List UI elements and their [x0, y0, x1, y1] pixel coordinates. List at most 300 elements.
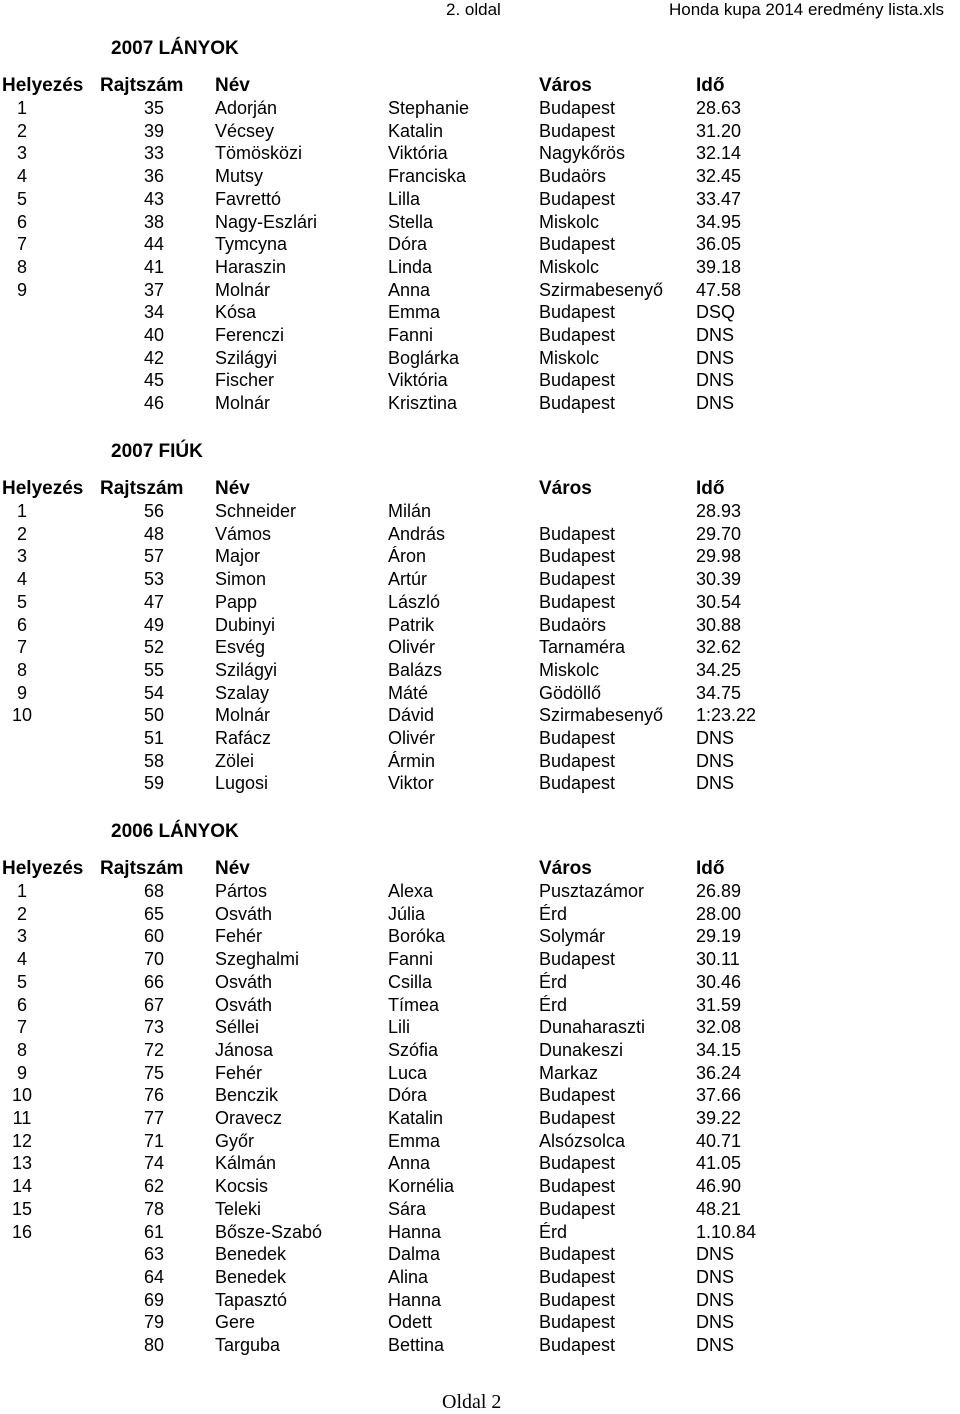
placement-cell: 2: [16, 120, 27, 141]
time-cell: DNS: [696, 750, 735, 771]
last-name-cell: Séllei: [215, 1017, 260, 1038]
bib-cell: 75: [143, 1062, 164, 1083]
placement-cell: 4: [16, 949, 27, 970]
last-name-cell: Tymcyna: [215, 234, 288, 255]
bib-cell: 77: [143, 1108, 164, 1128]
last-name-cell: Zölei: [215, 750, 255, 771]
first-name-cell: Sára: [388, 1198, 427, 1219]
bib-cell: 33: [143, 143, 164, 164]
city-cell: Alsózsolca: [539, 1130, 626, 1151]
placement-cell: 3: [16, 143, 27, 164]
result-row: [0, 347, 960, 370]
last-name-cell: Gere: [215, 1312, 256, 1333]
header-city: Város: [539, 75, 592, 96]
time-cell: 30.39: [696, 569, 742, 590]
placement-cell: 4: [16, 569, 27, 590]
first-name-cell: Lilla: [388, 188, 421, 209]
first-name-cell: Dávid: [388, 705, 435, 726]
city-cell: Érd: [539, 994, 568, 1015]
last-name-cell: Kálmán: [215, 1153, 277, 1174]
city-cell: Szirmabesenyő: [539, 279, 664, 300]
result-row: [0, 727, 960, 750]
time-cell: 1:23.22: [696, 705, 757, 726]
city-cell: Budapest: [539, 370, 616, 391]
result-row: [0, 120, 960, 143]
city-cell: Budapest: [539, 750, 616, 771]
city-cell: Szirmabesenyő: [539, 705, 664, 726]
first-name-cell: Fanni: [388, 949, 434, 970]
city-cell: Budapest: [539, 1108, 616, 1128]
city-cell: Budapest: [539, 591, 616, 612]
bib-cell: 50: [143, 705, 164, 726]
placement-cell: 7: [16, 1017, 27, 1038]
result-row: [0, 500, 960, 523]
last-name-cell: Adorján: [215, 98, 278, 118]
first-name-cell: Lili: [388, 1017, 411, 1038]
result-row: [0, 1016, 960, 1039]
bib-cell: 38: [143, 211, 164, 232]
placement-cell: 3: [16, 546, 27, 567]
time-cell: 41.05: [696, 1153, 742, 1174]
city-cell: Budapest: [539, 1244, 616, 1265]
first-name-cell: Fanni: [388, 325, 434, 345]
last-name-cell: Kósa: [215, 302, 257, 323]
city-cell: Dunakeszi: [539, 1039, 624, 1060]
first-name-cell: Katalin: [388, 1108, 444, 1128]
first-name-cell: Stephanie: [388, 98, 470, 118]
city-cell: Markaz: [539, 1062, 599, 1083]
first-name-cell: Odett: [388, 1312, 433, 1333]
bib-cell: 41: [143, 256, 164, 277]
result-row: [0, 1130, 960, 1153]
first-name-cell: Luca: [388, 1062, 428, 1083]
city-cell: Budapest: [539, 393, 616, 414]
last-name-cell: Esvég: [215, 637, 266, 658]
result-row: [0, 1334, 960, 1357]
first-name-cell: Dalma: [388, 1244, 441, 1265]
time-cell: 30.54: [696, 591, 742, 612]
result-row: [0, 1289, 960, 1312]
last-name-cell: Pártos: [215, 881, 268, 901]
last-name-cell: Rafácz: [215, 728, 272, 748]
bib-cell: 66: [143, 971, 164, 992]
placement-cell: 6: [16, 614, 27, 635]
first-name-cell: Olivér: [388, 637, 436, 658]
time-cell: 37.66: [696, 1085, 742, 1106]
time-cell: DSQ: [696, 302, 736, 323]
first-name-cell: Viktória: [388, 143, 448, 164]
result-row: [0, 1221, 960, 1244]
last-name-cell: Molnár: [215, 393, 271, 414]
first-name-cell: Anna: [388, 279, 431, 300]
city-cell: Budaörs: [539, 166, 607, 187]
city-cell: Miskolc: [539, 256, 600, 277]
bib-cell: 51: [143, 728, 164, 748]
result-row: [0, 704, 960, 727]
first-name-cell: László: [388, 591, 441, 612]
placement-cell: 5: [16, 971, 27, 992]
placement-cell: 14: [11, 1176, 33, 1197]
time-cell: 32.08: [696, 1017, 742, 1038]
first-name-cell: Emma: [388, 302, 441, 323]
bib-cell: 44: [143, 234, 164, 255]
result-row: [0, 1152, 960, 1175]
result-row: [0, 324, 960, 347]
city-cell: Érd: [539, 971, 568, 992]
city-cell: Budapest: [539, 1312, 616, 1333]
city-cell: Budapest: [539, 120, 616, 141]
city-cell: Budapest: [539, 1335, 616, 1355]
time-cell: 39.18: [696, 256, 742, 277]
time-cell: 30.88: [696, 614, 742, 635]
bib-cell: 53: [143, 569, 164, 590]
placement-cell: 8: [16, 256, 27, 277]
bib-cell: 64: [143, 1266, 164, 1287]
time-cell: 40.71: [696, 1130, 742, 1151]
result-row: [0, 1107, 960, 1130]
bib-cell: 61: [143, 1221, 164, 1242]
first-name-cell: Milán: [388, 501, 432, 521]
time-cell: DNS: [696, 728, 735, 748]
bib-cell: 46: [143, 393, 164, 414]
last-name-cell: Papp: [215, 591, 258, 612]
city-cell: Budapest: [539, 1153, 616, 1174]
city-cell: Solymár: [539, 926, 606, 947]
time-cell: 33.47: [696, 188, 742, 209]
first-name-cell: Áron: [388, 546, 427, 567]
city-cell: Miskolc: [539, 347, 600, 368]
last-name-cell: Bősze-Szabó: [215, 1221, 323, 1242]
last-name-cell: Benczik: [215, 1085, 279, 1106]
last-name-cell: Osváth: [215, 971, 273, 992]
time-cell: 47.58: [696, 279, 742, 300]
city-cell: Nagykőrös: [539, 143, 626, 164]
bib-cell: 54: [143, 682, 164, 703]
time-cell: 1.10.84: [696, 1221, 757, 1242]
last-name-cell: Szeghalmi: [215, 949, 300, 970]
first-name-cell: Stella: [388, 211, 434, 232]
first-name-cell: Katalin: [388, 120, 444, 141]
city-cell: Budapest: [539, 773, 616, 794]
result-row: [0, 211, 960, 234]
time-cell: 32.45: [696, 166, 742, 187]
page-label: 2. oldal: [446, 0, 501, 19]
column-header-row: [0, 477, 960, 500]
result-row: [0, 279, 960, 302]
bib-cell: 60: [143, 926, 164, 947]
first-name-cell: Viktor: [388, 773, 434, 794]
time-cell: 34.15: [696, 1039, 742, 1060]
bib-cell: 45: [143, 370, 164, 391]
first-name-cell: Dóra: [388, 234, 428, 255]
bib-cell: 35: [143, 98, 164, 118]
bib-cell: 42: [143, 347, 164, 368]
time-cell: DNS: [696, 1312, 735, 1333]
result-row: [0, 1311, 960, 1334]
bib-cell: 65: [143, 903, 164, 924]
time-cell: 34.95: [696, 211, 742, 232]
bib-cell: 69: [143, 1289, 164, 1310]
last-name-cell: Vécsey: [215, 120, 275, 141]
placement-cell: 3: [16, 926, 27, 947]
time-cell: 29.70: [696, 523, 742, 544]
result-row: [0, 659, 960, 682]
placement-cell: 8: [16, 1039, 27, 1060]
bib-cell: 36: [143, 166, 164, 187]
result-row: [0, 545, 960, 568]
result-row: [0, 523, 960, 546]
result-row: [0, 880, 960, 903]
time-cell: 46.90: [696, 1176, 742, 1197]
bib-cell: 68: [143, 881, 164, 901]
bib-cell: 57: [143, 546, 164, 567]
bib-cell: 71: [143, 1130, 164, 1151]
first-name-cell: Ármin: [388, 750, 436, 771]
first-name-cell: Patrik: [388, 614, 435, 635]
last-name-cell: Haraszin: [215, 256, 287, 277]
bib-cell: 52: [143, 637, 164, 658]
city-cell: Budapest: [539, 234, 616, 255]
time-cell: 28.63: [696, 98, 742, 118]
city-cell: Érd: [539, 1221, 568, 1242]
result-row: [0, 392, 960, 415]
first-name-cell: Dóra: [388, 1085, 428, 1106]
first-name-cell: Anna: [388, 1153, 431, 1174]
placement-cell: 9: [16, 279, 27, 300]
first-name-cell: Balázs: [388, 659, 443, 680]
first-name-cell: Bettina: [388, 1335, 445, 1355]
last-name-cell: Fehér: [215, 926, 263, 947]
result-row: [0, 614, 960, 637]
bib-cell: 48: [143, 523, 164, 544]
first-name-cell: Krisztina: [388, 393, 458, 414]
header-city: Város: [539, 858, 592, 879]
last-name-cell: Jánosa: [215, 1039, 274, 1060]
last-name-cell: Tapasztó: [215, 1289, 288, 1310]
last-name-cell: Molnár: [215, 705, 271, 726]
city-cell: Budapest: [539, 302, 616, 323]
result-row: [0, 97, 960, 120]
header-placement: Helyezés: [2, 478, 84, 499]
result-row: [0, 1175, 960, 1198]
city-cell: Budapest: [539, 728, 616, 748]
result-row: [0, 772, 960, 795]
result-row: [0, 994, 960, 1017]
result-row: [0, 948, 960, 971]
first-name-cell: Máté: [388, 682, 429, 703]
city-cell: Budapest: [539, 188, 616, 209]
first-name-cell: Linda: [388, 256, 433, 277]
result-row: [0, 636, 960, 659]
result-row: [0, 1039, 960, 1062]
bib-cell: 39: [143, 120, 164, 141]
first-name-cell: Boróka: [388, 926, 446, 947]
time-cell: DNS: [696, 325, 735, 345]
last-name-cell: Lugosi: [215, 773, 269, 794]
bib-cell: 59: [143, 773, 164, 794]
last-name-cell: Osváth: [215, 994, 273, 1015]
bib-cell: 58: [143, 750, 164, 771]
result-row: [0, 925, 960, 948]
bib-cell: 72: [143, 1039, 164, 1060]
result-row: [0, 233, 960, 256]
last-name-cell: Ferenczi: [215, 325, 285, 345]
result-row: [0, 301, 960, 324]
placement-cell: 2: [16, 523, 27, 544]
first-name-cell: Hanna: [388, 1221, 442, 1242]
time-cell: 39.22: [696, 1108, 742, 1128]
city-cell: Dunaharaszti: [539, 1017, 646, 1038]
time-cell: 30.46: [696, 971, 742, 992]
result-row: [0, 568, 960, 591]
placement-cell: 1: [16, 881, 27, 901]
last-name-cell: Simon: [215, 569, 267, 590]
placement-cell: 7: [16, 637, 27, 658]
first-name-cell: Franciska: [388, 166, 467, 187]
first-name-cell: Csilla: [388, 971, 433, 992]
header-placement: Helyezés: [2, 75, 84, 96]
bib-cell: 56: [143, 501, 164, 521]
file-name: Honda kupa 2014 eredmény lista.xls: [669, 0, 944, 19]
bib-cell: 37: [143, 279, 164, 300]
last-name-cell: Favrettó: [215, 188, 282, 209]
time-cell: DNS: [696, 1266, 735, 1287]
placement-cell: 1: [16, 501, 27, 521]
section-title: 2006 LÁNYOK: [111, 821, 239, 842]
placement-cell: 12: [11, 1130, 33, 1151]
city-cell: Budapest: [539, 523, 616, 544]
first-name-cell: Hanna: [388, 1289, 442, 1310]
first-name-cell: András: [388, 523, 446, 544]
time-cell: 36.24: [696, 1062, 742, 1083]
city-cell: Budapest: [539, 1266, 616, 1287]
last-name-cell: Benedek: [215, 1266, 287, 1287]
city-cell: Budapest: [539, 1085, 616, 1106]
placement-cell: 9: [16, 682, 27, 703]
time-cell: DNS: [696, 393, 735, 414]
last-name-cell: Vámos: [215, 523, 272, 544]
time-cell: 32.62: [696, 637, 742, 658]
result-row: [0, 188, 960, 211]
time-cell: 26.89: [696, 881, 742, 901]
city-cell: Budapest: [539, 569, 616, 590]
placement-cell: 10: [11, 705, 33, 726]
bib-cell: 78: [143, 1198, 164, 1219]
last-name-cell: Tömösközi: [215, 143, 303, 164]
time-cell: DNS: [696, 773, 735, 794]
first-name-cell: Alexa: [388, 881, 434, 901]
time-cell: 32.14: [696, 143, 742, 164]
time-cell: 34.75: [696, 682, 742, 703]
time-cell: DNS: [696, 1335, 735, 1355]
last-name-cell: Benedek: [215, 1244, 287, 1265]
bib-cell: 34: [143, 302, 164, 323]
result-row: [0, 971, 960, 994]
result-row: [0, 750, 960, 773]
header-name: Név: [215, 858, 250, 879]
city-cell: Budapest: [539, 949, 616, 970]
placement-cell: 2: [16, 903, 27, 924]
last-name-cell: Dubinyi: [215, 614, 276, 635]
city-cell: Budapest: [539, 1289, 616, 1310]
last-name-cell: Nagy-Eszlári: [215, 211, 318, 232]
column-header-row: [0, 74, 960, 97]
last-name-cell: Molnár: [215, 279, 271, 300]
placement-cell: 7: [16, 234, 27, 255]
time-cell: DNS: [696, 347, 735, 368]
placement-cell: 6: [16, 211, 27, 232]
header-bib: Rajtszám: [100, 478, 184, 499]
time-cell: DNS: [696, 370, 735, 391]
first-name-cell: Tímea: [388, 994, 440, 1015]
bib-cell: 40: [143, 325, 164, 345]
result-row: [0, 142, 960, 165]
result-row: [0, 1198, 960, 1221]
city-cell: Érd: [539, 903, 568, 924]
first-name-cell: Boglárka: [388, 347, 460, 368]
placement-cell: 10: [11, 1085, 33, 1106]
last-name-cell: Fischer: [215, 370, 275, 391]
last-name-cell: Schneider: [215, 501, 297, 521]
placement-cell: 1: [16, 98, 27, 118]
time-cell: 28.00: [696, 903, 742, 924]
first-name-cell: Júlia: [388, 903, 426, 924]
bib-cell: 79: [143, 1312, 164, 1333]
time-cell: DNS: [696, 1244, 735, 1265]
placement-cell: 15: [11, 1198, 33, 1219]
header-name: Név: [215, 478, 250, 499]
last-name-cell: Szilágyi: [215, 659, 278, 680]
page-footer: Oldal 2: [442, 1391, 502, 1413]
placement-cell: 9: [16, 1062, 27, 1083]
last-name-cell: Szilágyi: [215, 347, 278, 368]
time-cell: 29.98: [696, 546, 742, 567]
first-name-cell: Olivér: [388, 728, 436, 748]
city-cell: Miskolc: [539, 659, 600, 680]
time-cell: 29.19: [696, 926, 742, 947]
column-header-row: [0, 857, 960, 880]
result-row: [0, 1062, 960, 1085]
last-name-cell: Major: [215, 546, 261, 567]
city-cell: Gödöllő: [539, 682, 602, 703]
header-name: Név: [215, 75, 250, 96]
result-row: [0, 1243, 960, 1266]
placement-cell: 16: [11, 1221, 33, 1242]
placement-cell: 5: [16, 188, 27, 209]
city-cell: Budapest: [539, 1198, 616, 1219]
placement-cell: 11: [12, 1108, 32, 1128]
last-name-cell: Mutsy: [215, 166, 264, 187]
time-cell: 28.93: [696, 501, 742, 521]
time-cell: 31.20: [696, 120, 742, 141]
first-name-cell: Kornélia: [388, 1176, 455, 1197]
placement-cell: 5: [16, 591, 27, 612]
section-title: 2007 FIÚK: [111, 441, 203, 462]
placement-cell: 8: [16, 659, 27, 680]
header-time: Idő: [696, 75, 725, 96]
bib-cell: 62: [143, 1176, 164, 1197]
result-row: [0, 903, 960, 926]
last-name-cell: Kocsis: [215, 1176, 269, 1197]
header-city: Város: [539, 478, 592, 499]
bib-cell: 73: [143, 1017, 164, 1038]
bib-cell: 63: [143, 1244, 164, 1265]
placement-cell: 6: [16, 994, 27, 1015]
last-name-cell: Győr: [215, 1130, 255, 1151]
city-cell: Budapest: [539, 546, 616, 567]
last-name-cell: Szalay: [215, 682, 270, 703]
time-cell: 31.59: [696, 994, 742, 1015]
